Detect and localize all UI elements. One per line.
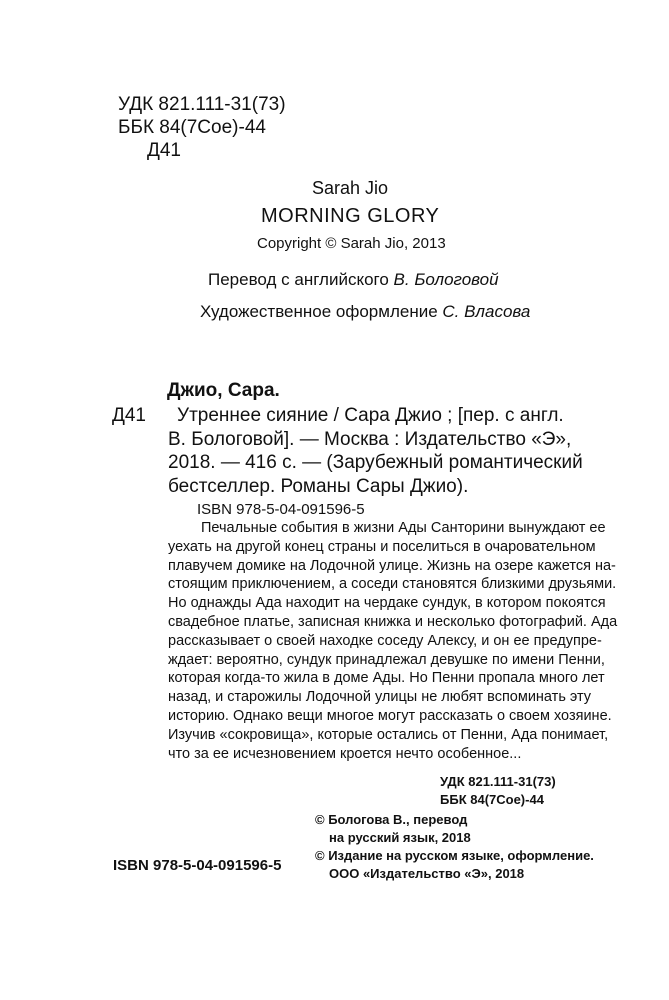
index-bbk: ББК 84(7Сое)-44 <box>440 792 544 807</box>
annotation-line: историю. Однако вещи многое могут рассказать о своем хозяине. <box>168 707 612 724</box>
design-prefix: Художественное оформление <box>200 302 443 321</box>
bbk-code: ББК 84(7Сое)-44 <box>118 117 266 138</box>
card-description-line: Утреннее сияние / Сара Джио ; [пер. с англ. <box>177 405 564 426</box>
copyright-line: © Бологова В., перевод <box>315 812 468 827</box>
annotation-line: Печальные события в жизни Ады Санторини вынуждают ее <box>201 520 606 536</box>
copyright-line: ООО «Издательство «Э», 2018 <box>329 866 525 881</box>
card-description-line: В. Бологовой]. — Москва : Издательство «Э», <box>168 428 572 450</box>
index-udk: УДК 821.111-31(73) <box>440 774 556 789</box>
annotation-line: ждает: вероятно, сундук принадлежал девушке по имени Пенни, <box>168 651 605 668</box>
copyright-line: © Издание на русском языке, оформление. <box>315 848 594 863</box>
card-author-sign: Д41 <box>112 405 147 426</box>
udk-code: УДК 821.111-31(73) <box>118 94 286 115</box>
annotation <box>168 519 617 763</box>
bottom-copyrights <box>315 811 594 883</box>
translation-prefix: Перевод с английского <box>208 270 394 289</box>
index-block <box>440 773 556 809</box>
copyright-line: на русский язык, 2018 <box>329 830 471 845</box>
annotation-line: что за ее исчезновением кроется нечто особенное... <box>168 745 522 762</box>
annotation-line: которая когда-то жила в доме Ады. Но Пенни пропала много лет <box>168 670 605 687</box>
original-copyright: Copyright © Sarah Jio, 2013 <box>257 235 446 252</box>
card-isbn: ISBN 978-5-04-091596-5 <box>197 501 365 518</box>
annotation-line: назад, и старожилы Лодочной улицы не любят вспоминать эту <box>168 689 592 706</box>
card-description <box>168 404 583 498</box>
annotation-line: рассказывает о своей находке соседу Алексу, и он ее предупре- <box>168 632 602 649</box>
annotation-line: уехать на другой конец страны и поселиться в очаровательном <box>168 538 596 555</box>
annotation-line: свадебное платье, записная книжка и несколько фотографий. Ада <box>168 613 618 630</box>
annotation-line: Но однажды Ада находит на чердаке сундук, в котором покоятся <box>168 595 606 612</box>
isbn-bottom: ISBN 978-5-04-091596-5 <box>113 857 282 874</box>
annotation-line: стоящим приключением, а соседи становятся близкими друзьями. <box>168 576 617 593</box>
designer-name: С. Власова <box>442 302 531 321</box>
author-sign: Д41 <box>147 140 182 161</box>
card-description-line: бестселлер. Романы Сары Джио). <box>168 475 469 497</box>
original-author: Sarah Jio <box>312 178 389 198</box>
card-description-line: 2018. — 416 с. — (Зарубежный романтический <box>168 452 583 473</box>
annotation-line: Изучив «сокровища», которые остались от Пенни, Ада понимает, <box>168 726 609 743</box>
translator-name: В. Бологовой <box>393 270 499 289</box>
translation-credit <box>208 270 499 290</box>
annotation-line: плавучем домике на Лодочной улице. Жизнь на озере кажется на- <box>168 557 616 574</box>
original-title: MORNING GLORY <box>261 205 440 227</box>
design-credit <box>200 302 530 322</box>
card-author-heading: Джио, Сара. <box>167 380 280 401</box>
